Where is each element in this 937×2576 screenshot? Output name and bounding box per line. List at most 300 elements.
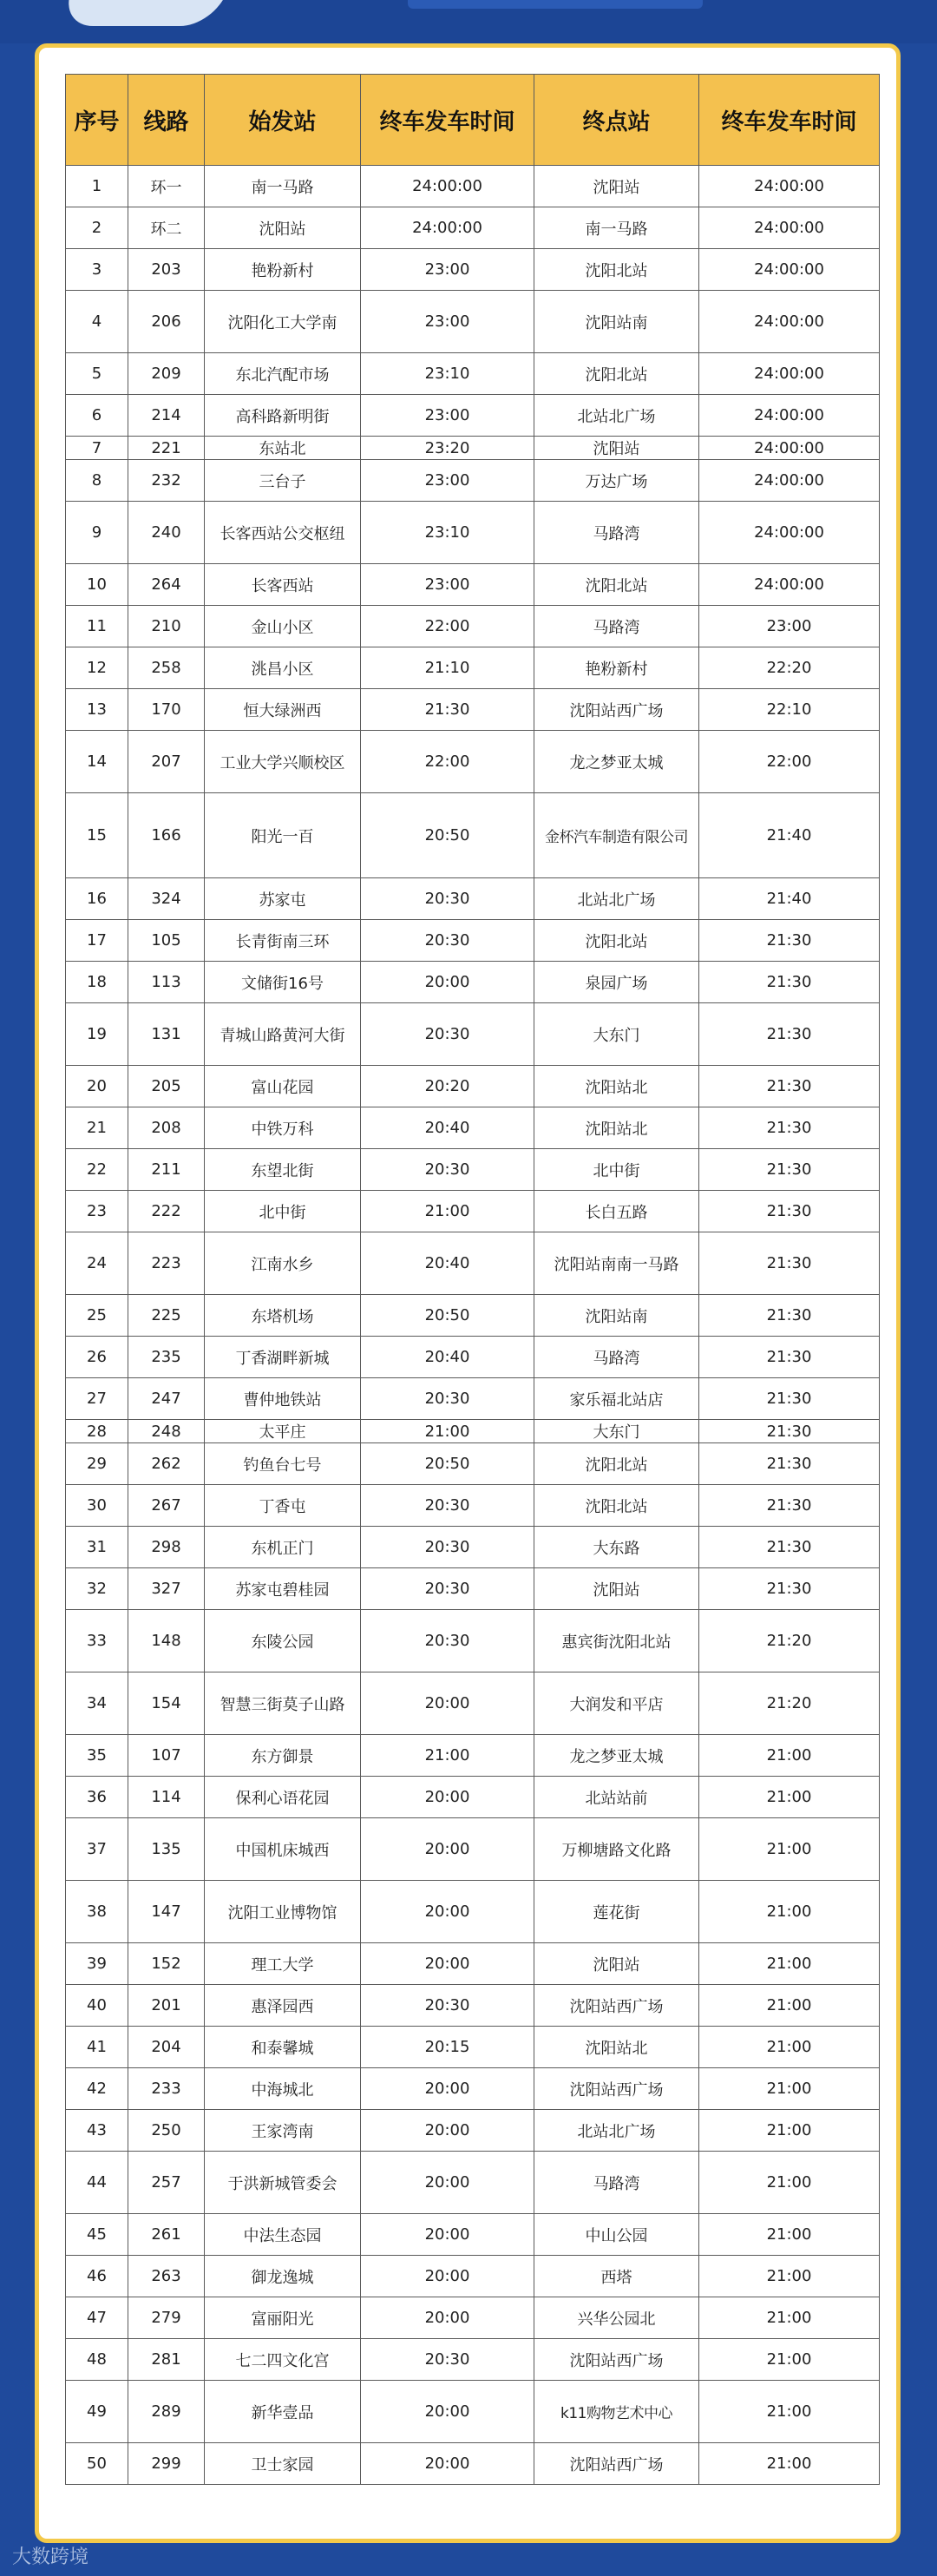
cell-index: 39 — [66, 1943, 128, 1985]
cell-route: 223 — [128, 1232, 205, 1295]
cell-index: 14 — [66, 731, 128, 793]
table-row — [66, 2297, 880, 2339]
table-body — [66, 166, 880, 2485]
cell-index: 8 — [66, 460, 128, 502]
cell-origin-last-time: 20:20 — [361, 1066, 534, 1107]
table-row — [66, 1672, 880, 1735]
cell-terminus: 沈阳北站 — [534, 564, 699, 606]
cell-terminus-last-time: 21:30 — [699, 1485, 880, 1527]
cell-index: 4 — [66, 291, 128, 353]
cell-index: 45 — [66, 2214, 128, 2256]
cell-route: 113 — [128, 962, 205, 1003]
cell-terminus-last-time: 21:00 — [699, 2152, 880, 2214]
cell-origin: 工业大学兴顺校区 — [205, 731, 361, 793]
cell-terminus-last-time: 24:00:00 — [699, 437, 880, 460]
cell-route: 214 — [128, 395, 205, 437]
cell-terminus-last-time: 24:00:00 — [699, 166, 880, 207]
table-row — [66, 962, 880, 1003]
table-row — [66, 2110, 880, 2152]
table-row — [66, 1610, 880, 1672]
cell-index: 5 — [66, 353, 128, 395]
cell-index: 23 — [66, 1191, 128, 1232]
cell-terminus-last-time: 21:30 — [699, 1003, 880, 1066]
cell-route: 267 — [128, 1485, 205, 1527]
cell-index: 25 — [66, 1295, 128, 1337]
cell-terminus: 沈阳站西广场 — [534, 2443, 699, 2485]
cell-origin-last-time: 21:00 — [361, 1735, 534, 1777]
cell-origin-last-time: 20:00 — [361, 2297, 534, 2339]
cell-route: 298 — [128, 1527, 205, 1568]
cell-terminus: 北站北广场 — [534, 395, 699, 437]
cell-terminus-last-time: 24:00:00 — [699, 291, 880, 353]
cell-origin-last-time: 21:10 — [361, 647, 534, 689]
cell-index: 7 — [66, 437, 128, 460]
table-row — [66, 1337, 880, 1378]
cell-origin: 金山小区 — [205, 606, 361, 647]
cell-terminus-last-time: 21:30 — [699, 1107, 880, 1149]
cell-terminus: 惠宾街沈阳北站 — [534, 1610, 699, 1672]
cell-terminus: 沈阳站 — [534, 437, 699, 460]
cell-index: 21 — [66, 1107, 128, 1149]
cell-origin-last-time: 20:00 — [361, 1777, 534, 1818]
cell-origin-last-time: 20:40 — [361, 1232, 534, 1295]
cell-route: 264 — [128, 564, 205, 606]
cell-origin-last-time: 24:00:00 — [361, 166, 534, 207]
cell-terminus: 北站站前 — [534, 1777, 699, 1818]
cell-origin-last-time: 23:00 — [361, 249, 534, 291]
cell-terminus-last-time: 21:30 — [699, 1149, 880, 1191]
cell-route: 114 — [128, 1777, 205, 1818]
cell-terminus: 南一马路 — [534, 207, 699, 249]
cell-route: 247 — [128, 1378, 205, 1420]
cell-terminus-last-time: 21:30 — [699, 1443, 880, 1485]
cell-index: 2 — [66, 207, 128, 249]
cell-route: 208 — [128, 1107, 205, 1149]
cell-origin: 苏家屯 — [205, 878, 361, 920]
cell-index: 27 — [66, 1378, 128, 1420]
header-index: 序号 — [66, 75, 128, 166]
cell-origin: 惠泽园西 — [205, 1985, 361, 2027]
cell-route: 107 — [128, 1735, 205, 1777]
cell-terminus-last-time: 21:30 — [699, 1232, 880, 1295]
table-row — [66, 2381, 880, 2443]
cell-origin-last-time: 20:50 — [361, 793, 534, 878]
table-row — [66, 647, 880, 689]
cell-origin: 洮昌小区 — [205, 647, 361, 689]
cell-terminus: 西塔 — [534, 2256, 699, 2297]
cell-terminus: 北站北广场 — [534, 878, 699, 920]
cell-terminus: 沈阳北站 — [534, 1443, 699, 1485]
table-row — [66, 1443, 880, 1485]
cell-terminus-last-time: 22:10 — [699, 689, 880, 731]
cell-route: 131 — [128, 1003, 205, 1066]
cell-route: 324 — [128, 878, 205, 920]
cell-index: 37 — [66, 1818, 128, 1881]
cell-index: 26 — [66, 1337, 128, 1378]
top-decoration — [0, 0, 937, 43]
cell-origin-last-time: 20:50 — [361, 1443, 534, 1485]
cell-index: 43 — [66, 2110, 128, 2152]
cell-route: 154 — [128, 1672, 205, 1735]
cell-route: 201 — [128, 1985, 205, 2027]
cell-origin-last-time: 22:00 — [361, 606, 534, 647]
decorative-shape — [58, 0, 236, 26]
cell-origin-last-time: 20:30 — [361, 1610, 534, 1672]
cell-route: 148 — [128, 1610, 205, 1672]
cell-origin-last-time: 23:10 — [361, 353, 534, 395]
cell-terminus: 沈阳北站 — [534, 1485, 699, 1527]
cell-origin: 东机正门 — [205, 1527, 361, 1568]
cell-origin: 青城山路黄河大街 — [205, 1003, 361, 1066]
cell-terminus-last-time: 24:00:00 — [699, 249, 880, 291]
cell-origin-last-time: 20:30 — [361, 1149, 534, 1191]
cell-terminus: 沈阳站南 — [534, 1295, 699, 1337]
cell-origin-last-time: 21:00 — [361, 1191, 534, 1232]
cell-terminus: 北站北广场 — [534, 2110, 699, 2152]
cell-route: 221 — [128, 437, 205, 460]
cell-route: 250 — [128, 2110, 205, 2152]
cell-terminus: 沈阳站西广场 — [534, 1985, 699, 2027]
cell-origin: 艳粉新村 — [205, 249, 361, 291]
cell-index: 1 — [66, 166, 128, 207]
cell-terminus: 沈阳站 — [534, 1943, 699, 1985]
cell-route: 147 — [128, 1881, 205, 1943]
cell-route: 105 — [128, 920, 205, 962]
cell-terminus: 沈阳站北 — [534, 1107, 699, 1149]
cell-terminus: 沈阳站北 — [534, 1066, 699, 1107]
cell-origin: 曹仲地铁站 — [205, 1378, 361, 1420]
cell-origin: 丁香湖畔新城 — [205, 1337, 361, 1378]
cell-terminus: 大润发和平店 — [534, 1672, 699, 1735]
table-row — [66, 1420, 880, 1443]
cell-terminus: 家乐福北站店 — [534, 1378, 699, 1420]
cell-terminus: 艳粉新村 — [534, 647, 699, 689]
cell-route: 258 — [128, 647, 205, 689]
cell-route: 211 — [128, 1149, 205, 1191]
cell-origin-last-time: 20:50 — [361, 1295, 534, 1337]
cell-terminus-last-time: 21:00 — [699, 2027, 880, 2068]
table-row — [66, 2152, 880, 2214]
cell-index: 35 — [66, 1735, 128, 1777]
cell-origin-last-time: 24:00:00 — [361, 207, 534, 249]
cell-route: 281 — [128, 2339, 205, 2381]
cell-origin-last-time: 20:00 — [361, 2256, 534, 2297]
cell-origin-last-time: 20:40 — [361, 1337, 534, 1378]
table-row — [66, 1943, 880, 1985]
cell-origin-last-time: 23:00 — [361, 395, 534, 437]
cell-index: 29 — [66, 1443, 128, 1485]
cell-origin: 东北汽配市场 — [205, 353, 361, 395]
table-row — [66, 291, 880, 353]
cell-terminus: 龙之梦亚太城 — [534, 731, 699, 793]
cell-origin: 理工大学 — [205, 1943, 361, 1985]
header-origin: 始发站 — [205, 75, 361, 166]
cell-origin-last-time: 20:00 — [361, 2068, 534, 2110]
cell-origin-last-time: 23:10 — [361, 502, 534, 564]
cell-origin: 南一马路 — [205, 166, 361, 207]
table-row — [66, 249, 880, 291]
cell-route: 210 — [128, 606, 205, 647]
table-row — [66, 207, 880, 249]
cell-terminus: 马路湾 — [534, 1337, 699, 1378]
cell-terminus-last-time: 21:00 — [699, 1818, 880, 1881]
cell-terminus-last-time: 21:30 — [699, 1420, 880, 1443]
cell-index: 24 — [66, 1232, 128, 1295]
cell-terminus: k11购物艺术中心 — [534, 2381, 699, 2443]
table-row — [66, 793, 880, 878]
cell-route: 135 — [128, 1818, 205, 1881]
header-route: 线路 — [128, 75, 205, 166]
cell-index: 16 — [66, 878, 128, 920]
cell-origin: 江南水乡 — [205, 1232, 361, 1295]
cell-origin: 和泰馨城 — [205, 2027, 361, 2068]
cell-route: 248 — [128, 1420, 205, 1443]
cell-origin: 沈阳化工大学南 — [205, 291, 361, 353]
cell-route: 222 — [128, 1191, 205, 1232]
header-terminus: 终点站 — [534, 75, 699, 166]
cell-terminus-last-time: 21:00 — [699, 1735, 880, 1777]
table-row — [66, 2339, 880, 2381]
cell-origin-last-time: 20:00 — [361, 1881, 534, 1943]
cell-index: 40 — [66, 1985, 128, 2027]
cell-origin: 御龙逸城 — [205, 2256, 361, 2297]
table-row — [66, 689, 880, 731]
cell-terminus: 沈阳站西广场 — [534, 689, 699, 731]
cell-origin-last-time: 20:00 — [361, 2110, 534, 2152]
cell-index: 13 — [66, 689, 128, 731]
cell-origin: 保利心语花园 — [205, 1777, 361, 1818]
cell-origin: 沈阳工业博物馆 — [205, 1881, 361, 1943]
cell-terminus-last-time: 21:30 — [699, 1378, 880, 1420]
cell-terminus-last-time: 21:00 — [699, 2339, 880, 2381]
table-row — [66, 878, 880, 920]
cell-index: 33 — [66, 1610, 128, 1672]
cell-index: 18 — [66, 962, 128, 1003]
table-row — [66, 1107, 880, 1149]
cell-terminus: 万柳塘路文化路 — [534, 1818, 699, 1881]
cell-route: 257 — [128, 2152, 205, 2214]
cell-route: 206 — [128, 291, 205, 353]
table-row — [66, 2214, 880, 2256]
cell-origin: 于洪新城管委会 — [205, 2152, 361, 2214]
table-row — [66, 1485, 880, 1527]
cell-index: 9 — [66, 502, 128, 564]
cell-terminus: 龙之梦亚太城 — [534, 1735, 699, 1777]
cell-index: 38 — [66, 1881, 128, 1943]
cell-origin: 王家湾南 — [205, 2110, 361, 2152]
cell-origin-last-time: 20:30 — [361, 1568, 534, 1610]
cell-terminus-last-time: 21:00 — [699, 1777, 880, 1818]
cell-origin: 长客西站公交枢纽 — [205, 502, 361, 564]
cell-origin-last-time: 20:00 — [361, 2152, 534, 2214]
cell-terminus: 沈阳站 — [534, 166, 699, 207]
cell-origin-last-time: 21:00 — [361, 1420, 534, 1443]
cell-origin: 阳光一百 — [205, 793, 361, 878]
cell-route: 209 — [128, 353, 205, 395]
cell-index: 17 — [66, 920, 128, 962]
cell-origin-last-time: 20:30 — [361, 1527, 534, 1568]
schedule-card — [35, 43, 901, 2543]
cell-index: 41 — [66, 2027, 128, 2068]
table-row — [66, 1881, 880, 1943]
cell-origin: 富山花园 — [205, 1066, 361, 1107]
cell-origin: 中国机床城西 — [205, 1818, 361, 1881]
cell-origin: 长客西站 — [205, 564, 361, 606]
cell-origin: 东陵公园 — [205, 1610, 361, 1672]
cell-terminus-last-time: 21:30 — [699, 1337, 880, 1378]
table-row — [66, 2027, 880, 2068]
cell-terminus: 沈阳北站 — [534, 920, 699, 962]
cell-origin-last-time: 20:30 — [361, 920, 534, 962]
cell-origin: 丁香屯 — [205, 1485, 361, 1527]
cell-terminus: 长白五路 — [534, 1191, 699, 1232]
table-row — [66, 920, 880, 962]
cell-route: 170 — [128, 689, 205, 731]
cell-origin-last-time: 20:30 — [361, 1985, 534, 2027]
table-row — [66, 437, 880, 460]
cell-terminus-last-time: 24:00:00 — [699, 564, 880, 606]
cell-terminus-last-time: 21:20 — [699, 1672, 880, 1735]
cell-route: 环一 — [128, 166, 205, 207]
table-row — [66, 353, 880, 395]
table-row — [66, 1985, 880, 2027]
cell-origin-last-time: 20:30 — [361, 878, 534, 920]
table-row — [66, 2068, 880, 2110]
cell-terminus-last-time: 21:00 — [699, 1985, 880, 2027]
cell-origin-last-time: 20:00 — [361, 2443, 534, 2485]
cell-origin: 东站北 — [205, 437, 361, 460]
cell-origin: 三台子 — [205, 460, 361, 502]
cell-terminus: 大东门 — [534, 1003, 699, 1066]
cell-origin: 智慧三街莫子山路 — [205, 1672, 361, 1735]
cell-index: 50 — [66, 2443, 128, 2485]
cell-origin-last-time: 20:30 — [361, 1485, 534, 1527]
cell-origin: 高科路新明街 — [205, 395, 361, 437]
table-row — [66, 1003, 880, 1066]
cell-origin: 苏家屯碧桂园 — [205, 1568, 361, 1610]
cell-route: 240 — [128, 502, 205, 564]
cell-origin: 恒大绿洲西 — [205, 689, 361, 731]
header-origin-last-time: 终车发车时间 — [361, 75, 534, 166]
cell-terminus: 莲花街 — [534, 1881, 699, 1943]
cell-terminus: 沈阳站西广场 — [534, 2339, 699, 2381]
cell-terminus: 马路湾 — [534, 2152, 699, 2214]
cell-index: 15 — [66, 793, 128, 878]
table-row — [66, 2443, 880, 2485]
bus-schedule-table — [65, 74, 880, 2485]
cell-terminus-last-time: 21:00 — [699, 1943, 880, 1985]
cell-index: 11 — [66, 606, 128, 647]
cell-terminus: 大东门 — [534, 1420, 699, 1443]
cell-origin-last-time: 20:00 — [361, 1672, 534, 1735]
cell-terminus: 兴华公园北 — [534, 2297, 699, 2339]
cell-origin-last-time: 21:30 — [361, 689, 534, 731]
cell-index: 46 — [66, 2256, 128, 2297]
table-row — [66, 731, 880, 793]
table-row — [66, 1568, 880, 1610]
cell-origin-last-time: 20:00 — [361, 962, 534, 1003]
cell-terminus: 马路湾 — [534, 502, 699, 564]
cell-terminus: 大东路 — [534, 1527, 699, 1568]
cell-origin-last-time: 20:30 — [361, 2339, 534, 2381]
table-row — [66, 502, 880, 564]
cell-origin: 长青街南三环 — [205, 920, 361, 962]
cell-terminus-last-time: 21:00 — [699, 2381, 880, 2443]
cell-origin: 新华壹品 — [205, 2381, 361, 2443]
cell-terminus-last-time: 21:30 — [699, 1568, 880, 1610]
cell-index: 3 — [66, 249, 128, 291]
cell-route: 299 — [128, 2443, 205, 2485]
cell-origin: 中海城北 — [205, 2068, 361, 2110]
cell-route: 279 — [128, 2297, 205, 2339]
cell-terminus-last-time: 21:00 — [699, 2443, 880, 2485]
cell-origin-last-time: 23:00 — [361, 460, 534, 502]
header-terminus-last-time: 终车发车时间 — [699, 75, 880, 166]
cell-origin-last-time: 20:00 — [361, 1943, 534, 1985]
cell-terminus-last-time: 24:00:00 — [699, 353, 880, 395]
cell-terminus-last-time: 21:20 — [699, 1610, 880, 1672]
cell-terminus-last-time: 21:30 — [699, 962, 880, 1003]
cell-terminus-last-time: 24:00:00 — [699, 502, 880, 564]
cell-origin-last-time: 23:00 — [361, 291, 534, 353]
cell-route: 166 — [128, 793, 205, 878]
cell-route: 327 — [128, 1568, 205, 1610]
cell-route: 225 — [128, 1295, 205, 1337]
cell-terminus-last-time: 21:00 — [699, 2214, 880, 2256]
cell-origin-last-time: 20:30 — [361, 1003, 534, 1066]
cell-terminus: 马路湾 — [534, 606, 699, 647]
cell-terminus-last-time: 21:00 — [699, 2068, 880, 2110]
cell-route: 289 — [128, 2381, 205, 2443]
cell-index: 6 — [66, 395, 128, 437]
cell-terminus: 中山公园 — [534, 2214, 699, 2256]
cell-origin: 中法生态园 — [205, 2214, 361, 2256]
title-fragment — [408, 0, 703, 9]
cell-terminus: 沈阳站 — [534, 1568, 699, 1610]
cell-terminus-last-time: 24:00:00 — [699, 207, 880, 249]
table-row — [66, 1735, 880, 1777]
cell-origin: 东方御景 — [205, 1735, 361, 1777]
cell-origin: 沈阳站 — [205, 207, 361, 249]
cell-route: 环二 — [128, 207, 205, 249]
cell-origin: 七二四文化宫 — [205, 2339, 361, 2381]
cell-index: 44 — [66, 2152, 128, 2214]
cell-terminus: 北中街 — [534, 1149, 699, 1191]
cell-route: 262 — [128, 1443, 205, 1485]
cell-origin-last-time: 20:00 — [361, 1818, 534, 1881]
cell-origin: 东望北街 — [205, 1149, 361, 1191]
cell-terminus-last-time: 21:30 — [699, 1066, 880, 1107]
cell-route: 235 — [128, 1337, 205, 1378]
watermark: 大数跨境 — [12, 2546, 89, 2568]
cell-route: 232 — [128, 460, 205, 502]
cell-terminus: 沈阳北站 — [534, 353, 699, 395]
cell-origin: 卫士家园 — [205, 2443, 361, 2485]
cell-route: 233 — [128, 2068, 205, 2110]
table-row — [66, 1232, 880, 1295]
cell-route: 205 — [128, 1066, 205, 1107]
cell-index: 22 — [66, 1149, 128, 1191]
cell-index: 31 — [66, 1527, 128, 1568]
table-row — [66, 1378, 880, 1420]
cell-route: 204 — [128, 2027, 205, 2068]
cell-terminus-last-time: 21:00 — [699, 2110, 880, 2152]
cell-terminus: 万达广场 — [534, 460, 699, 502]
cell-route: 263 — [128, 2256, 205, 2297]
cell-terminus-last-time: 23:00 — [699, 606, 880, 647]
cell-index: 10 — [66, 564, 128, 606]
cell-index: 42 — [66, 2068, 128, 2110]
